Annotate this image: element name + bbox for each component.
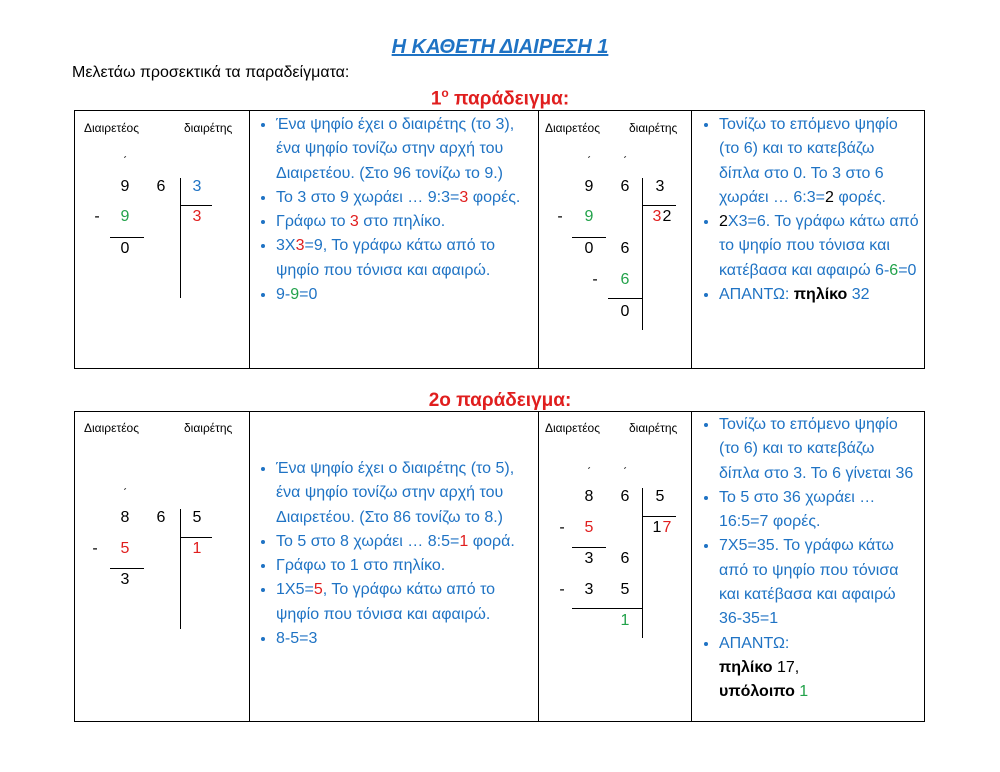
dividend-digit-1: 8 xyxy=(120,509,130,526)
intro-text: Μελετάω προσεκτικά τα παραδείγματα: xyxy=(72,64,350,81)
subtract-digit: 5 xyxy=(120,540,130,557)
list-item: • ΑΠΑΝΤΩ: πηλίκο 17, υπόλοιπο 1 xyxy=(719,632,919,705)
example1-heading-rest: παράδειγμα: xyxy=(448,88,570,110)
divisor-label: διαιρέτης xyxy=(184,421,233,435)
remainder-digit: 0 xyxy=(120,240,130,257)
subtract-digit: 5 xyxy=(584,519,594,536)
quotient-digit-2: 2 xyxy=(662,208,672,225)
minus-sign: - xyxy=(92,540,98,557)
dividend-digit-2: 6 xyxy=(156,509,166,526)
subtract-digit-a: 3 xyxy=(584,581,594,598)
example1-col-divider-2 xyxy=(538,110,539,369)
example1-explanation-1 xyxy=(254,113,534,307)
example1-explanation-2 xyxy=(697,113,919,307)
quotient-digit: 1 xyxy=(192,540,202,557)
list-item: • Τονίζω το επόμενο ψηφίο (το 6) και το κατεβάζω δίπλα στο 3. Το 6 γίνεται 36 xyxy=(719,413,919,486)
accent-mark: ˊ xyxy=(123,154,127,168)
minus-sign: - xyxy=(592,271,598,288)
quotient-line xyxy=(642,516,676,517)
subtract-digit: 9 xyxy=(584,208,594,225)
remainder-digit: 0 xyxy=(584,240,594,257)
list-item: • Γράφω το 3 στο πηλίκο. xyxy=(276,210,534,234)
example1-col-divider-3 xyxy=(691,110,692,369)
dividend-label: Διαιρετέος xyxy=(545,421,601,435)
example1-col-divider-1 xyxy=(249,110,250,369)
divisor-digit: 5 xyxy=(192,509,202,526)
minus-sign: - xyxy=(559,519,565,536)
dividend-digit-2: 6 xyxy=(620,488,630,505)
list-item: • 1Χ5=5, Το γράφω κάτω από το ψηφίο που τόνισα και αφαιρώ. xyxy=(276,578,534,627)
brought-down-digit: 6 xyxy=(620,240,630,257)
division-vertical-bar xyxy=(180,178,181,298)
remainder-digit: 3 xyxy=(584,550,594,567)
brought-down-digit: 6 xyxy=(620,550,630,567)
list-item: • Το 3 στο 9 χωράει … 9:3=3 φορές. xyxy=(276,186,534,210)
subtraction-line xyxy=(110,237,144,238)
division-vertical-bar xyxy=(642,488,643,638)
quotient-line xyxy=(180,205,212,206)
list-item: • ΑΠΑΝΤΩ: πηλίκο 32 xyxy=(719,283,919,307)
quotient-line xyxy=(642,205,676,206)
example2-col-divider-2 xyxy=(538,411,539,722)
subtract-digit: 9 xyxy=(120,208,130,225)
division-vertical-bar xyxy=(180,509,181,629)
accent-mark: ˊ xyxy=(123,486,127,500)
quotient-digit-1: 1 xyxy=(652,519,662,536)
accent-mark: ˊ xyxy=(587,465,591,479)
page-title: Η ΚΑΘΕΤΗ ΔΙΑΙΡΕΣΗ 1 xyxy=(391,36,609,58)
minus-sign: - xyxy=(557,208,563,225)
minus-sign: - xyxy=(94,208,100,225)
list-item: • Τονίζω το επόμενο ψηφίο (το 6) και το κατεβάζω δίπλα στο 0. Το 3 στο 6 χωράει … 6:3=2 φορές. xyxy=(719,113,919,210)
example1-heading-num: 1 xyxy=(430,88,442,110)
example1-heading xyxy=(0,86,1000,110)
subtraction-line xyxy=(572,608,642,609)
quotient-digit: 3 xyxy=(192,208,202,225)
divisor-label: διαιρέτης xyxy=(184,121,233,135)
list-item: • Ένα ψηφίο έχει ο διαιρέτης (το 5), ένα ψηφίο τονίζω στην αρχή του Διαιρετέου. (Στο 86 τονίζω το 8.) xyxy=(276,457,534,530)
subtraction-line xyxy=(572,547,606,548)
example2-heading: 2ο παράδειγμα: xyxy=(428,390,572,411)
list-item: • 2Χ3=6. Το γράφω κάτω από το ψηφίο που τόνισα και κατέβασα και αφαιρώ 6-6=0 xyxy=(719,210,919,283)
division-vertical-bar xyxy=(642,178,643,330)
example2-explanation-2 xyxy=(697,413,919,705)
accent-mark: ˊ xyxy=(623,465,627,479)
quotient-line xyxy=(180,537,212,538)
quotient-digit-1: 3 xyxy=(652,208,662,225)
accent-mark: ˊ xyxy=(587,154,591,168)
example2-col-divider-1 xyxy=(249,411,250,722)
divisor-label: διαιρέτης xyxy=(629,421,678,435)
list-item: • Το 5 στο 8 χωράει … 8:5=1 φορά. xyxy=(276,530,534,554)
list-item: • Το 5 στο 36 χωράει … 16:5=7 φορές. xyxy=(719,486,919,535)
list-item: • 3Χ3=9, Το γράφω κάτω από το ψηφίο που τόνισα και αφαιρώ. xyxy=(276,234,534,283)
dividend-digit-2: 6 xyxy=(620,178,630,195)
list-item: • 7Χ5=35. Το γράφω κάτω από το ψηφίο που τόνισα και κατέβασα και αφαιρώ 36-35=1 xyxy=(719,534,919,631)
example2-explanation-1 xyxy=(254,457,534,651)
subtraction-line xyxy=(572,237,606,238)
subtraction-line xyxy=(608,298,642,299)
subtraction-line xyxy=(110,568,144,569)
dividend-label: Διαιρετέος xyxy=(84,421,140,435)
list-item: • 8-5=3 xyxy=(276,627,534,651)
divisor-digit: 3 xyxy=(192,178,202,195)
remainder-digit: 1 xyxy=(620,612,630,629)
dividend-digit-1: 9 xyxy=(120,178,130,195)
example2-col-divider-3 xyxy=(691,411,692,722)
dividend-digit-2: 6 xyxy=(156,178,166,195)
minus-sign: - xyxy=(559,581,565,598)
remainder-digit: 0 xyxy=(620,303,630,320)
subtract-digit: 6 xyxy=(620,271,630,288)
list-item: • Γράφω το 1 στο πηλίκο. xyxy=(276,554,534,578)
dividend-label: Διαιρετέος xyxy=(84,121,140,135)
dividend-digit-1: 9 xyxy=(584,178,594,195)
divisor-digit: 3 xyxy=(655,178,665,195)
dividend-label: Διαιρετέος xyxy=(545,121,601,135)
remainder-digit: 3 xyxy=(120,571,130,588)
subtract-digit-b: 5 xyxy=(620,581,630,598)
list-item: • Ένα ψηφίο έχει ο διαιρέτης (το 3), ένα ψηφίο τονίζω στην αρχή του Διαιρετέου. (Στο 96 τονίζω το 9.) xyxy=(276,113,534,186)
divisor-label: διαιρέτης xyxy=(629,121,678,135)
dividend-digit-1: 8 xyxy=(584,488,594,505)
quotient-digit-2: 7 xyxy=(662,519,672,536)
example1-heading-sup: ο xyxy=(441,86,449,100)
accent-mark: ˊ xyxy=(623,154,627,168)
divisor-digit: 5 xyxy=(655,488,665,505)
list-item: • 9-9=0 xyxy=(276,283,534,307)
